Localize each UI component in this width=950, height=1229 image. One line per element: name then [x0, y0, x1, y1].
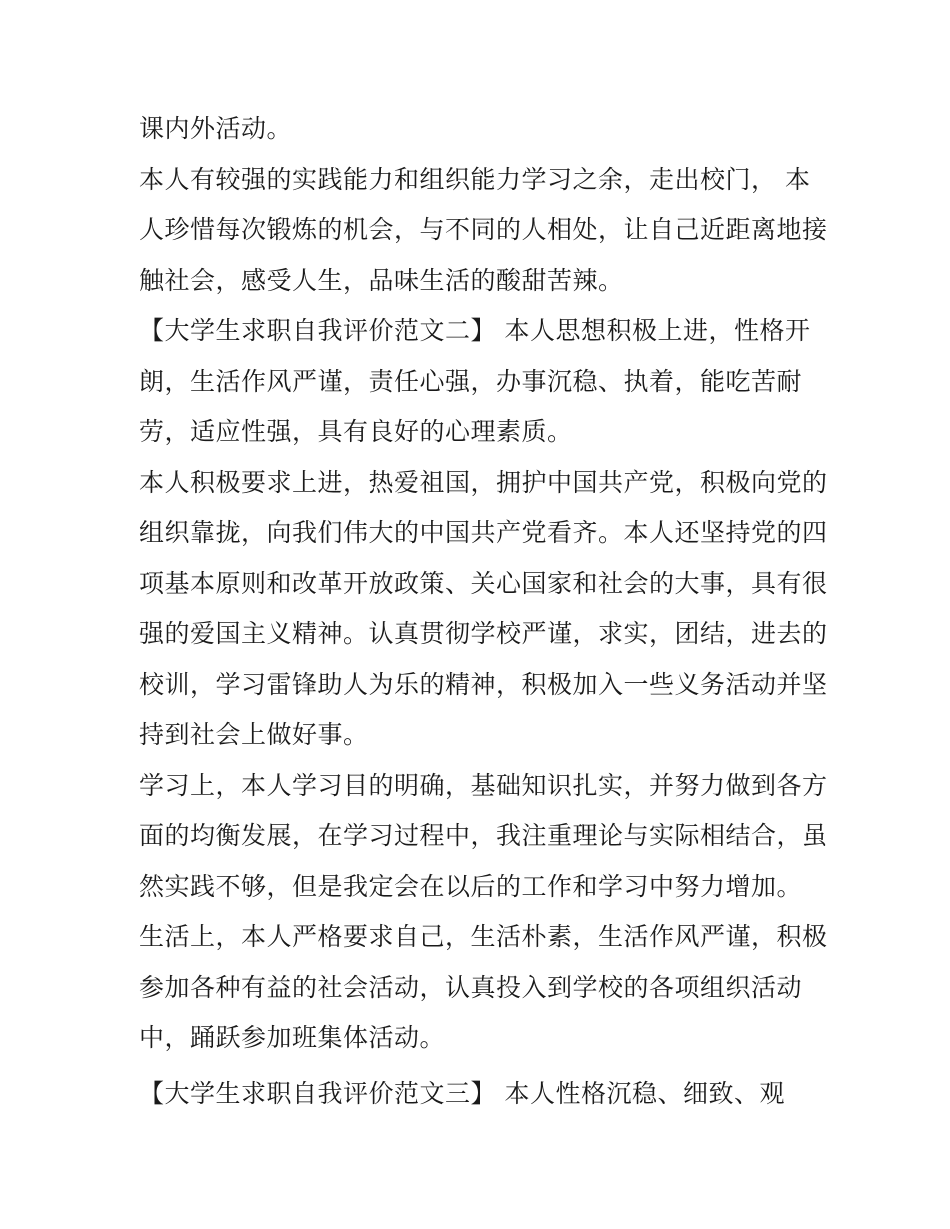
- text-line: 劳，适应性强，具有良好的心理素质。: [139, 417, 573, 446]
- text-line: 课内外活动。: [139, 114, 293, 143]
- text-line: 生活上，本人严格要求自己，生活朴素，生活作风严谨，积极: [139, 922, 828, 951]
- text-line: 组织靠拢，向我们伟大的中国共产党看齐。本人还坚持党的四: [139, 518, 828, 547]
- text-line: 本人有较强的实践能力和组织能力学习之余，走出校门， 本: [139, 165, 811, 194]
- text-line: 触社会，感受人生，品味生活的酸甜苦辣。: [139, 266, 624, 295]
- text-line: 持到社会上做好事。: [139, 720, 369, 749]
- text-line: 学习上，本人学习目的明确，基础知识扎实，并努力做到各方: [139, 771, 828, 800]
- text-line: 然实践不够，但是我定会在以后的工作和学习中努力增加。: [139, 872, 803, 901]
- text-line: 朗，生活作风严谨，责任心强，办事沉稳、执着，能吃苦耐: [139, 367, 803, 396]
- text-line: 中，踊跃参加班集体活动。: [139, 1023, 446, 1052]
- text-line: 校训，学习雷锋助人为乐的精神，积极加入一些义务活动并坚: [139, 670, 828, 699]
- text-line: 参加各种有益的社会活动，认真投入到学校的各项组织活动: [139, 973, 803, 1002]
- text-line: 人珍惜每次锻炼的机会，与不同的人相处，让自己近距离地接: [139, 215, 828, 244]
- text-line: 强的爱国主义精神。认真贯彻学校严谨，求实，团结，进去的: [139, 619, 828, 648]
- text-line: 【大学生求职自我评价范文三】 本人性格沉稳、细致、观: [139, 1079, 785, 1108]
- text-line: 【大学生求职自我评价范文二】 本人思想积极上进，性格开: [139, 316, 811, 345]
- text-line: 本人积极要求上进，热爱祖国，拥护中国共产党，积极向党的: [139, 468, 828, 497]
- text-line: 项基本原则和改革开放政策、关心国家和社会的大事，具有很: [139, 569, 828, 598]
- text-line: 面的均衡发展，在学习过程中，我注重理论与实际相结合，虽: [139, 821, 828, 850]
